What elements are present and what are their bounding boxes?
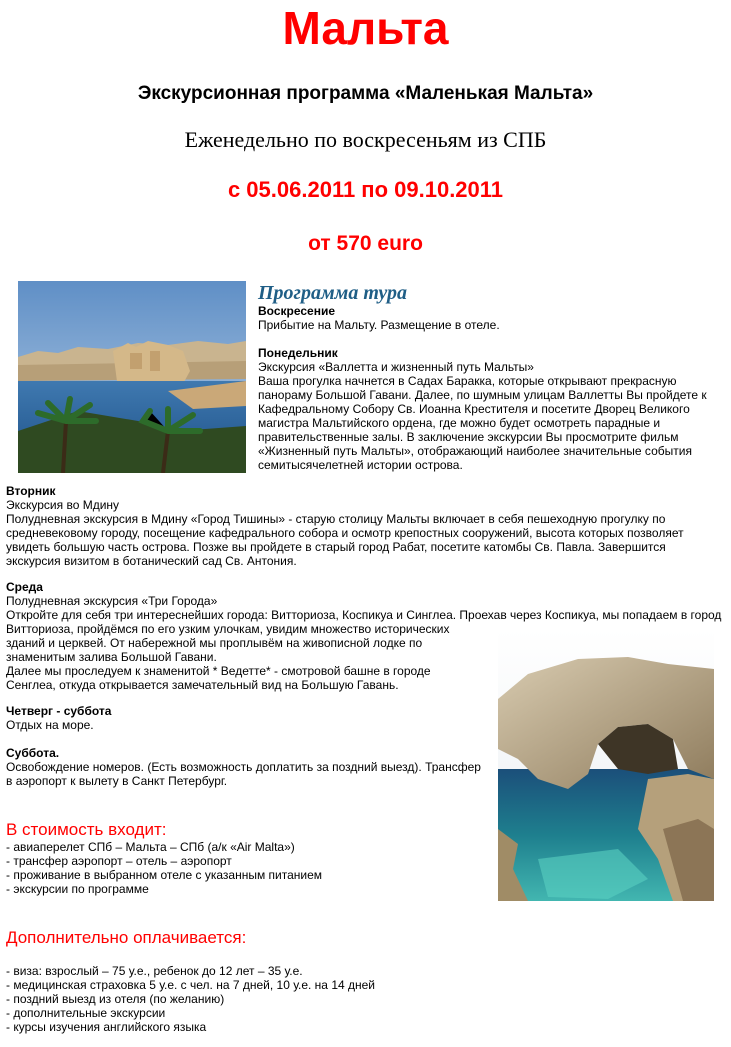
day-monday	[258, 346, 707, 472]
list-item: - виза: взрослый – 75 у.е., ребенок до 12 лет – 35 у.е.	[6, 964, 303, 978]
day-text: семитысячелетней истории острова.	[258, 458, 463, 472]
day-text: правительственные залы. В заключение экскурсии Вы просмотрите фильм	[258, 430, 679, 444]
page-title: Мальта	[282, 2, 449, 54]
list-item: - авиаперелет СПб – Мальта – СПб (а/к «Air Malta»)	[6, 840, 295, 854]
day-text: Сенглеа, откуда открывается замечательный вид на Большую Гавань.	[6, 678, 399, 692]
list-item: - проживание в выбранном отеле с указанным питанием	[6, 868, 323, 882]
day-text: в аэропорт к вылету в Санкт Петербург.	[6, 774, 228, 788]
list-item: - дополнительные экскурсии	[6, 1006, 166, 1020]
list-item: - курсы изучения английского языка	[6, 1020, 207, 1034]
day-text: Экскурсия во Мдину	[6, 498, 120, 512]
program-subtitle: Экскурсионная программа «Маленькая Мальта»	[137, 83, 594, 104]
list-item: - поздний выезд из отеля (по желанию)	[6, 992, 225, 1006]
program-heading: Программа тура	[258, 282, 408, 304]
cliff-photo	[498, 629, 714, 901]
day-text: Ваша прогулка начнется в Садах Баракка, которые открывают прекрасную	[258, 374, 677, 388]
included-heading: В стоимость входит:	[6, 820, 167, 839]
harbour-photo	[18, 281, 246, 473]
day-text: Откройте для себя три интереснейших города: Витториоза, Коспикуа и Синглеа. Проехав через Коспикуа, мы попадаем в город	[6, 608, 722, 622]
day-title: Воскресение	[258, 304, 336, 318]
price: от 570 euro	[308, 232, 423, 255]
day-title: Суббота.	[6, 746, 60, 760]
day-title: Понедельник	[258, 346, 338, 360]
day-text: экскурсия визитом в ботанический сад Св. Антония.	[6, 554, 297, 568]
day-text: Полудневная экскурсия «Три Города»	[6, 594, 218, 608]
day-saturday	[6, 746, 481, 788]
day-title: Среда	[6, 580, 43, 594]
day-thu-sat	[6, 704, 111, 732]
cliff-photo-illustration	[498, 629, 714, 901]
day-text: Далее мы проследуем к знаменитой * Ведетте* - смотровой башне в городе	[6, 664, 431, 678]
day-text: Кафедральному Собору Св. Иоанна Крестителя и посетите Дворец Великого	[258, 402, 690, 416]
day-tuesday	[6, 484, 684, 568]
day-text: Полудневная экскурсия в Мдину «Город Тишины» - старую столицу Мальты включает в себя пешеходную прогулку по	[6, 512, 666, 526]
extra-list	[6, 964, 375, 1034]
day-text: Освобождение номеров. (Есть возможность доплатить за поздний выезд). Трансфер	[6, 760, 481, 774]
date-range: с 05.06.2011 по 09.10.2011	[227, 177, 504, 202]
included-list	[6, 840, 322, 896]
day-text: увидеть большую часть острова. Позже вы пройдете в старый город Рабат, посетите катомбы Св. Павла. Завершится	[6, 540, 666, 554]
day-text: знаменитым залива Большой Гавани.	[6, 650, 217, 664]
day-title: Четверг - суббота	[6, 704, 112, 718]
day-text: магистра Мальтийского ордена, где можно будет осмотреть парадные и	[258, 416, 661, 430]
day-title: Вторник	[6, 484, 56, 498]
day-text: Витториоза, пройдёмся по его узким улочкам, увидим множество исторических	[6, 622, 450, 636]
list-item: - экскурсии по программе	[6, 882, 149, 896]
day-text: средневековому городу, посещение кафедрального собора и осмотр крепостных сооружений, высота которых позволяет	[6, 526, 684, 540]
harbour-photo-illustration	[18, 281, 246, 473]
day-sunday	[258, 304, 500, 332]
schedule-note: Еженедельно по воскресеньям из СПБ	[184, 127, 547, 152]
day-text: Прибытие на Мальту. Размещение в отеле.	[258, 318, 500, 332]
list-item: - трансфер аэропорт – отель – аэропорт	[6, 854, 232, 868]
day-text: Отдых на море.	[6, 718, 94, 732]
day-text: Экскурсия «Валлетта и жизненный путь Мальты»	[258, 360, 534, 374]
list-item: - медицинская страховка 5 у.е. с чел. на 7 дней, 10 у.е. на 14 дней	[6, 978, 376, 992]
day-text: «Жизненный путь Мальты», отображающий наиболее значительные события	[258, 444, 692, 458]
extra-heading: Дополнительно оплачивается:	[6, 928, 247, 947]
day-text: зданий и церквей. От набережной мы проплывём на живописной лодке по	[6, 636, 423, 650]
day-text: панораму Большой Гавани. Далее, по шумным улицам Валлетты Вы пройдете к	[258, 388, 707, 402]
